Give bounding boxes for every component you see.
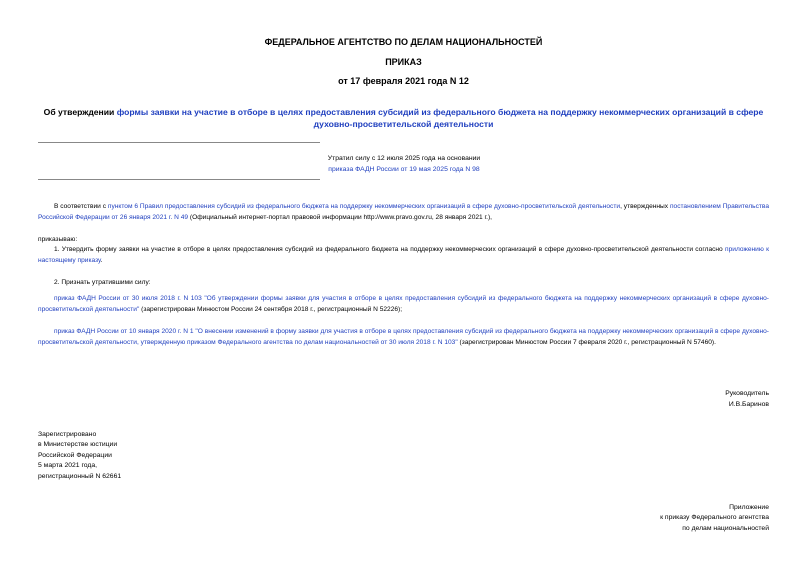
signature-name: И.В.Баринов — [728, 400, 769, 408]
paragraph-order: приказываю: — [38, 236, 78, 243]
appendix-line: к приказу Федерального агентства — [660, 514, 769, 522]
text-fragment: . — [100, 256, 103, 264]
status-note — [322, 153, 486, 175]
text-fragment: , утвержденных — [620, 203, 670, 210]
status-line: Утратил силу с 12 июля 2025 года на основании — [327, 155, 481, 162]
rules-link[interactable]: пунктом 6 Правил предоставления субсидий из федерального бюджета на поддержку некоммерческих организаций в сфере духовно-просветительской деятельности — [107, 203, 621, 210]
paragraph-item-2: 2. Признать утратившими силу: — [54, 279, 151, 286]
text-fragment: (зарегистрирован Минюстом России 7 февраля 2020 г., регистрационный N 57460). — [457, 338, 716, 346]
text-fragment: 1. Утвердить форму заявки на участие в отборе в целях предоставления субсидий из федерального бюджета на поддержку некоммерческих организаций в сфере духовно-просветительской деятельности согласно — [54, 246, 726, 253]
text-fragment: (Официальный интернет-портал правовой информации http://www.pravo.gov.ru, 28 января 2021 г.), — [188, 213, 492, 221]
date-number-heading: от 17 февраля 2021 года N 12 — [338, 76, 469, 86]
appendix-link[interactable]: приложению к настоящему приказу — [38, 246, 769, 264]
registration-block — [38, 430, 121, 482]
paragraph-repealed-1 — [38, 294, 769, 315]
agency-heading: ФЕДЕРАЛЬНОЕ АГЕНТСТВО ПО ДЕЛАМ НАЦИОНАЛЬНОСТЕЙ — [264, 37, 543, 47]
appendix-line: по делам национальностей — [682, 524, 769, 532]
paragraph-repealed-2 — [38, 327, 769, 348]
paragraph-item-1 — [38, 245, 769, 266]
doc-type-heading: ПРИКАЗ — [385, 57, 422, 67]
title-link[interactable]: формы заявки на участие в отборе в целях предоставления субсидий из федерального бюджета на поддержку некоммерческих организаций в сфере духовно-просветительской деятельности — [116, 107, 764, 129]
title-prefix: Об утверждении — [43, 107, 117, 117]
registration-line: регистрационный N 62661 — [38, 472, 122, 480]
paragraph-basis — [38, 202, 769, 223]
registration-line: Российской Федерации — [38, 451, 112, 459]
appendix-header — [660, 503, 769, 534]
divider-top — [38, 142, 320, 143]
resolution-link[interactable]: постановлением Правительства Российской Федерации от 26 января 2021 г. N 49 — [38, 203, 770, 221]
registration-line: 5 марта 2021 года, — [38, 462, 98, 470]
registration-line: Зарегистрировано — [38, 431, 97, 438]
document-title — [38, 106, 769, 130]
signature-block — [725, 389, 769, 410]
status-link[interactable]: приказа ФАДН России от 19 мая 2025 года N 98 — [328, 166, 480, 173]
text-fragment: В соответствии с — [54, 203, 108, 210]
signature-role: Руководитель — [725, 390, 769, 397]
registration-line: в Министерстве юстиции — [38, 441, 118, 449]
repealed-order-1-link[interactable]: приказ ФАДН России от 10 января 2020 г. N 1 "О внесении изменений в форму заявки для участия в отборе в целях предоставления субсидий из федерального бюджета на поддержку некоммерческих организаций в сфере духовно-просветительской деятельности, утвержденную приказом Федерального агентства по делам национальностей от 30 июля 2018 г. N 103" — [38, 328, 769, 346]
repealed-order-103-link[interactable]: приказ ФАДН России от 30 июля 2018 г. N 103 "Об утверждении формы заявки для участия в отборе в целях предоставления субсидий из федерального бюджета на поддержку некоммерческих организаций в сфере духовно-просветительской деятельности" — [38, 295, 769, 313]
appendix-line: Приложение — [729, 504, 769, 511]
text-fragment: (зарегистрирован Минюстом России 24 сентября 2018 г., регистрационный N 52226); — [139, 305, 403, 313]
divider-bottom — [38, 179, 320, 180]
